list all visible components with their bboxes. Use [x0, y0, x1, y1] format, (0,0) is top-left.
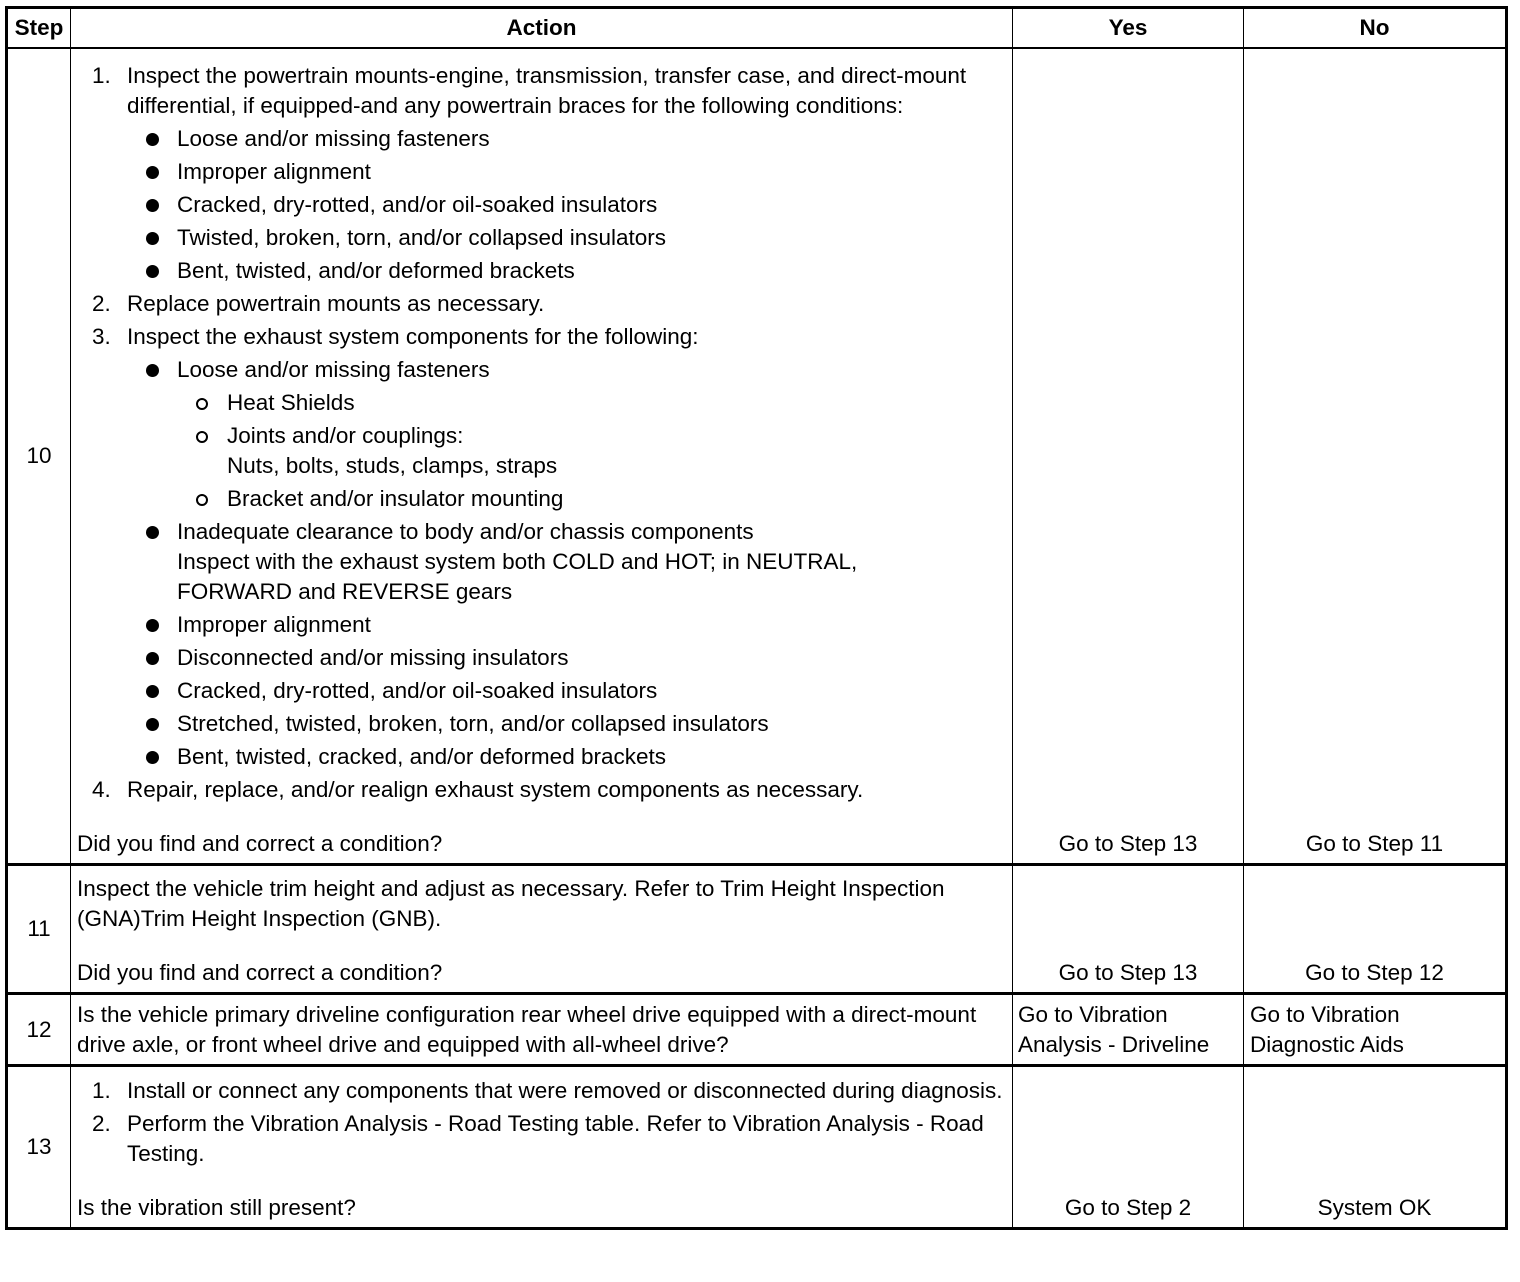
bullet-item: Bent, twisted, and/or deformed brackets: [77, 256, 1006, 286]
action-cell: [71, 865, 1013, 994]
bullet-icon: [146, 133, 159, 146]
action-cell: [71, 48, 1013, 865]
item-number: 1.: [92, 63, 111, 88]
item-text: Inspect the powertrain mounts-engine, transmission, transfer case, and direct-mount differential, if equipped-and any powertrain braces for the following conditions:: [127, 63, 967, 118]
hollow-bullet-icon: [196, 494, 208, 506]
numbered-item: [77, 61, 1006, 121]
numbered-item: [77, 1109, 1006, 1169]
bullet-icon: [146, 751, 159, 764]
numbered-item: [77, 775, 1006, 805]
bullet-icon: [146, 652, 159, 665]
item-number: 1.: [92, 1078, 111, 1103]
item-text: Repair, replace, and/or realign exhaust system components as necessary.: [127, 777, 864, 802]
sub-bullet-item: Bracket and/or insulator mounting: [77, 484, 1006, 514]
header-yes: Yes: [1013, 8, 1244, 49]
bullet-item: Disconnected and/or missing insulators: [77, 643, 1006, 673]
bullet-icon: [146, 199, 159, 212]
hollow-bullet-icon: [196, 398, 208, 410]
step-number: 10: [7, 48, 71, 865]
bullet-icon: [146, 364, 159, 377]
action-text: Inspect the vehicle trim height and adjust as necessary. Refer to Trim Height Inspection (GNA)Trim Height Inspection (GNB).: [77, 876, 945, 931]
bullet-icon: [146, 526, 159, 539]
item-number: 2.: [92, 1111, 111, 1136]
bullet-item: Bent, twisted, cracked, and/or deformed brackets: [77, 742, 1006, 772]
no-link[interactable]: System OK: [1244, 1066, 1507, 1229]
step-number: 11: [7, 865, 71, 994]
item-text: Install or connect any components that were removed or disconnected during diagnosis.: [127, 1078, 1003, 1103]
yes-link[interactable]: Go to Step 2: [1013, 1066, 1244, 1229]
bullet-icon: [146, 232, 159, 245]
item-number: 3.: [92, 324, 111, 349]
bullet-icon: [146, 619, 159, 632]
no-link[interactable]: Go to Step 12: [1244, 865, 1507, 994]
bullet-item: Loose and/or missing fasteners: [77, 355, 1006, 385]
header-step: Step: [7, 8, 71, 49]
header-row: [7, 8, 1507, 49]
table-row-step-12: [7, 994, 1507, 1066]
item-number: 2.: [92, 291, 111, 316]
bullet-icon: [146, 265, 159, 278]
bullet-item: Loose and/or missing fasteners: [77, 124, 1006, 154]
hollow-bullet-icon: [196, 431, 208, 443]
yes-link[interactable]: Go to Step 13: [1013, 48, 1244, 865]
bullet-item: Cracked, dry-rotted, and/or oil-soaked insulators: [77, 676, 1006, 706]
no-link[interactable]: Go to Vibration Diagnostic Aids: [1244, 994, 1507, 1066]
bullet-item: Cracked, dry-rotted, and/or oil-soaked insulators: [77, 190, 1006, 220]
action-cell: [71, 1066, 1013, 1229]
bullet-icon: [146, 166, 159, 179]
bullet-item: Improper alignment: [77, 610, 1006, 640]
sub-bullet-item: Joints and/or couplings: Nuts, bolts, studs, clamps, straps: [77, 421, 1006, 481]
bullet-item: Stretched, twisted, broken, torn, and/or collapsed insulators: [77, 709, 1006, 739]
action-cell: [71, 994, 1013, 1066]
diagnostic-table: [5, 6, 1508, 1230]
numbered-item: [77, 322, 1006, 352]
sub-bullet-item: Heat Shields: [77, 388, 1006, 418]
item-number: 4.: [92, 777, 111, 802]
numbered-item: [77, 289, 1006, 319]
header-no: No: [1244, 8, 1507, 49]
item-text: Perform the Vibration Analysis - Road Testing table. Refer to Vibration Analysis - Road Testing.: [127, 1111, 984, 1166]
question-text: Did you find and correct a condition?: [77, 831, 443, 856]
question-text: Did you find and correct a condition?: [77, 960, 443, 985]
yes-link[interactable]: Go to Vibration Analysis - Driveline: [1013, 994, 1244, 1066]
item-text: Replace powertrain mounts as necessary.: [127, 291, 545, 316]
header-action: Action: [71, 8, 1013, 49]
item-text: Inspect the exhaust system components for the following:: [127, 324, 699, 349]
table-row-step-13: [7, 1066, 1507, 1229]
no-link[interactable]: Go to Step 11: [1244, 48, 1507, 865]
bullet-item: Twisted, broken, torn, and/or collapsed insulators: [77, 223, 1006, 253]
step-number: 12: [7, 994, 71, 1066]
table-row-step-11: [7, 865, 1507, 994]
action-text: Is the vehicle primary driveline configuration rear wheel drive equipped with a direct-mount drive axle, or front wheel drive and equipped with all-wheel drive?: [77, 1002, 977, 1057]
question-text: Is the vibration still present?: [77, 1195, 356, 1220]
step-number: 13: [7, 1066, 71, 1229]
bullet-item: Improper alignment: [77, 157, 1006, 187]
yes-link[interactable]: Go to Step 13: [1013, 865, 1244, 994]
bullet-icon: [146, 685, 159, 698]
numbered-item: [77, 1076, 1006, 1106]
table-row-step-10: [7, 48, 1507, 865]
bullet-item: Inadequate clearance to body and/or chassis components Inspect with the exhaust system both COLD and HOT; in NEUTRAL, FORWARD and REVERSE gears: [77, 517, 1006, 607]
bullet-icon: [146, 718, 159, 731]
